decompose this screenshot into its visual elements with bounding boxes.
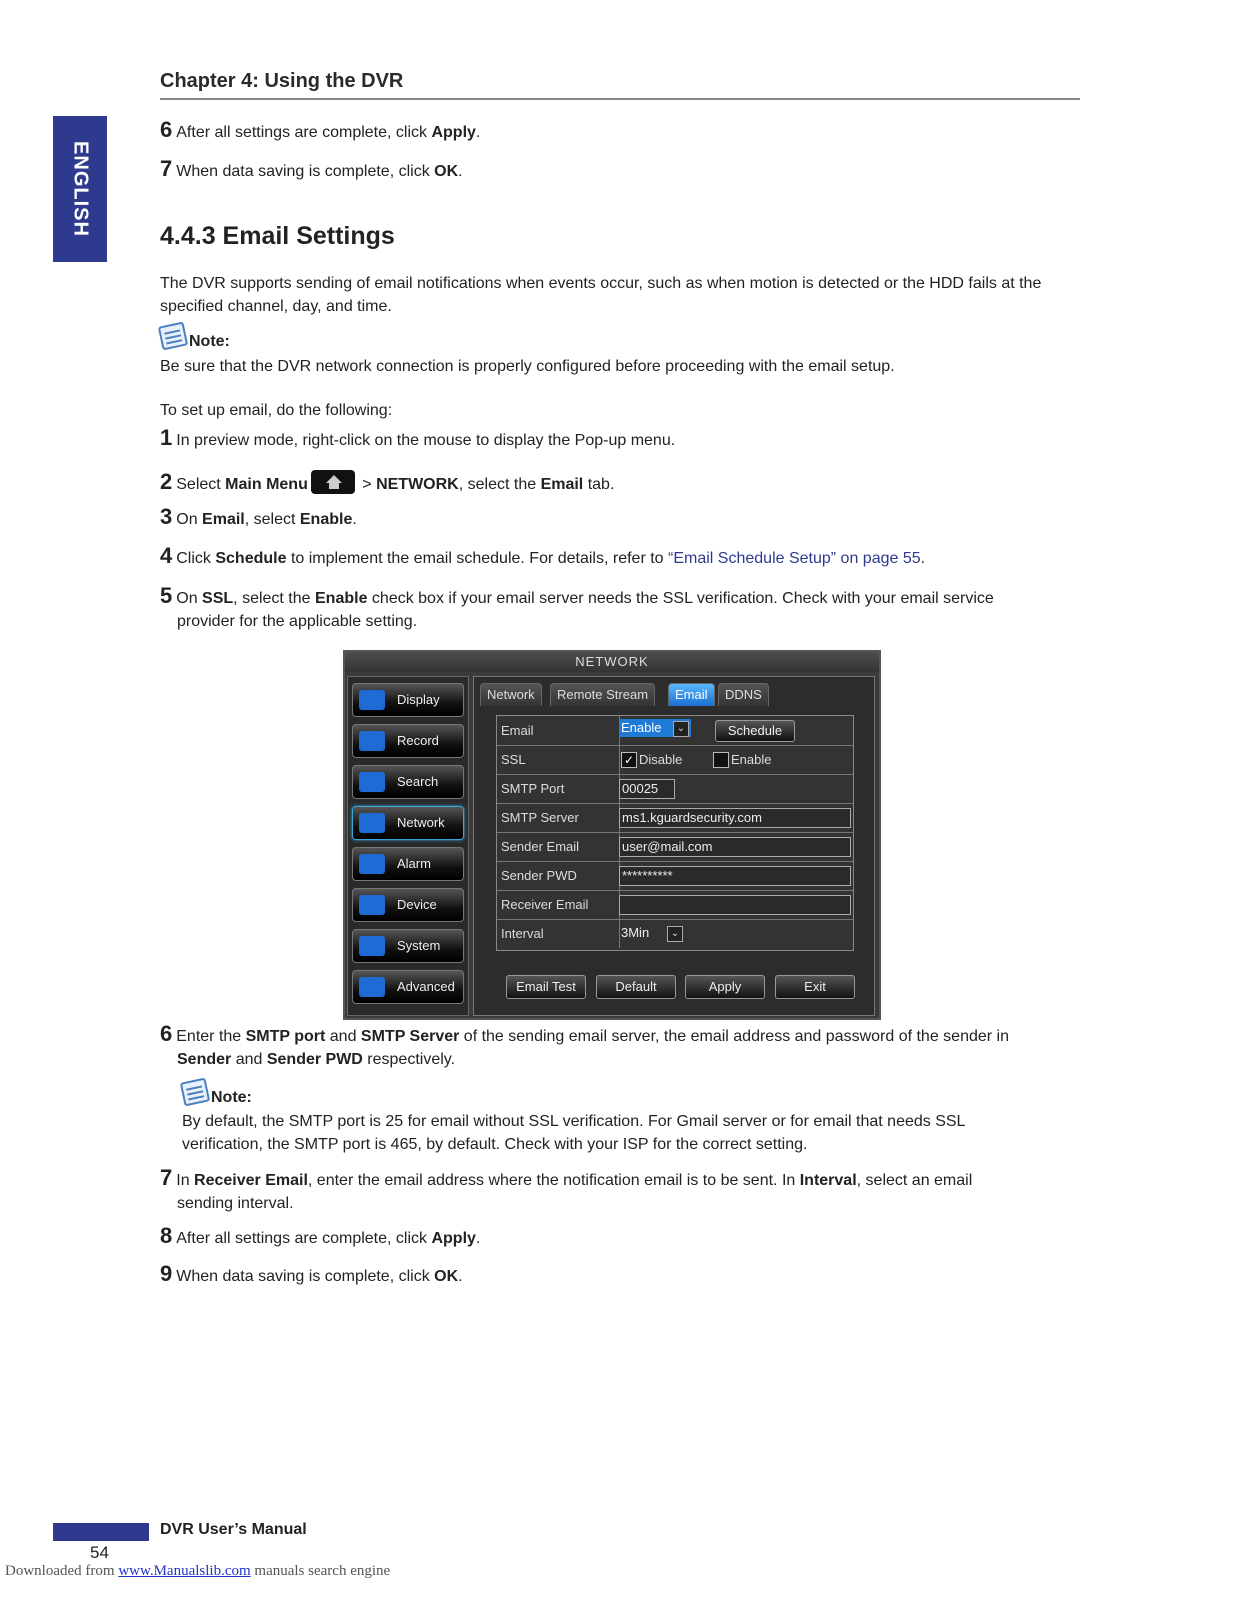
field-label: Sender Email xyxy=(497,832,620,861)
field-label: Email xyxy=(497,716,620,745)
note-label: Note: xyxy=(211,1089,252,1106)
email-test-button[interactable]: Email Test xyxy=(506,975,586,999)
step-bold: Interval xyxy=(799,1172,857,1189)
lead-text: To set up email, do the following: xyxy=(160,402,393,419)
tab-network[interactable]: Network xyxy=(480,683,542,706)
sidebar-item-device[interactable] xyxy=(352,888,464,922)
sidebar-item-search[interactable] xyxy=(352,765,464,799)
step-number: 5 xyxy=(160,583,173,608)
step-9 xyxy=(160,1262,1080,1288)
tab-ddns[interactable]: DDNS xyxy=(718,683,769,706)
select-value: 3Min xyxy=(621,925,650,940)
step-text: In preview mode, right-click on the mouse to display the Pop-up menu. xyxy=(176,432,676,449)
footer-bar xyxy=(53,1523,149,1541)
step-text: In xyxy=(176,1172,195,1189)
step-text: , enter the email address where the notification email is to be sent. In xyxy=(307,1172,800,1189)
step-text: provider for the applicable setting. xyxy=(177,613,418,630)
footer-title: DVR User’s Manual xyxy=(160,1521,307,1538)
step-text: > xyxy=(357,476,377,493)
section-title: 4.4.3 Email Settings xyxy=(160,222,395,250)
step-text: When data saving is complete, click xyxy=(176,1268,435,1285)
field-label: SMTP Server xyxy=(497,803,620,832)
email-settings-form xyxy=(496,715,854,951)
header-rule xyxy=(160,98,1080,100)
monitor-icon xyxy=(359,690,385,710)
step-text: . xyxy=(475,1230,481,1247)
sidebar-item-label: Advanced xyxy=(397,979,455,994)
note2-heading xyxy=(182,1080,1042,1109)
step-bold: Schedule xyxy=(215,550,287,567)
step-1 xyxy=(160,426,1080,452)
step-7 xyxy=(160,1166,1080,1215)
device-icon xyxy=(359,895,385,915)
step-text: , select the xyxy=(458,476,541,493)
field-label: SMTP Port xyxy=(497,774,620,803)
note-heading xyxy=(160,324,1080,353)
manualslib-link[interactable]: www.Manualslib.com xyxy=(118,1563,251,1579)
ssl-disable-checkbox[interactable]: ✓ xyxy=(621,752,637,768)
step-bold: Sender xyxy=(177,1051,232,1068)
dvr-network-screenshot xyxy=(343,650,881,1020)
step-bold: Apply xyxy=(431,124,476,141)
step-text: tab. xyxy=(583,476,615,493)
field-label: SSL xyxy=(497,745,620,774)
step-text: of the sending email server, the email address and password of the sender in xyxy=(459,1028,1009,1045)
step-bold: Apply xyxy=(431,1230,476,1247)
select-value: Enable xyxy=(621,720,662,735)
language-label: ENGLISH xyxy=(69,141,92,237)
credit-text: Downloaded from xyxy=(5,1563,119,1579)
step-text: to implement the email schedule. For details, refer to xyxy=(286,550,669,567)
row-sender-pwd xyxy=(497,861,853,891)
apply-button[interactable]: Apply xyxy=(685,975,765,999)
sidebar-item-display[interactable] xyxy=(352,683,464,717)
step-bold: NETWORK xyxy=(376,476,459,493)
step-text: Enter the xyxy=(176,1028,246,1045)
step-number: 7 xyxy=(160,1165,173,1190)
dvr-sidebar xyxy=(347,676,469,1016)
step-text: On xyxy=(176,590,203,607)
step-number: 6 xyxy=(160,117,173,142)
step-text: Click xyxy=(176,550,216,567)
download-credit xyxy=(5,1563,390,1580)
step-number: 6 xyxy=(160,1021,173,1046)
field-label: Sender PWD xyxy=(497,861,620,890)
note-icon xyxy=(158,322,188,351)
tab-email[interactable]: Email xyxy=(668,683,715,706)
sidebar-item-label: Record xyxy=(397,733,439,748)
receiver-email-input[interactable] xyxy=(619,895,851,915)
email-enable-select[interactable] xyxy=(619,719,691,737)
step-bold: OK xyxy=(434,163,459,180)
step-number: 4 xyxy=(160,543,173,568)
step-text: . xyxy=(458,1268,463,1285)
step-text: respectively. xyxy=(362,1051,456,1068)
chevron-down-icon[interactable]: ⌄ xyxy=(667,926,683,942)
step-bold: Email xyxy=(540,476,584,493)
magnifier-icon xyxy=(359,772,385,792)
step-bold: Email xyxy=(202,511,245,528)
alarm-icon xyxy=(359,854,385,874)
row-receiver-email xyxy=(497,890,853,920)
row-smtp-server xyxy=(497,803,853,833)
step-3 xyxy=(160,505,1080,531)
step-number: 8 xyxy=(160,1223,173,1248)
note-label: Note: xyxy=(189,333,230,350)
step-bold: Enable xyxy=(315,590,368,607)
cross-reference-link[interactable]: “Email Schedule Setup” on page 55 xyxy=(668,550,921,567)
chapter-title: Chapter 4: Using the DVR xyxy=(160,70,404,92)
step-bold: OK xyxy=(434,1268,459,1285)
step-4 xyxy=(160,544,1080,570)
step-text: . xyxy=(475,124,481,141)
note-icon xyxy=(180,1078,210,1107)
sidebar-item-advanced[interactable] xyxy=(352,970,464,1004)
dvr-window-title: NETWORK xyxy=(345,652,879,672)
step-6-top xyxy=(160,118,1080,144)
row-email xyxy=(497,716,853,746)
step-6 xyxy=(160,1022,1080,1071)
step-continuation xyxy=(160,1048,1080,1071)
sidebar-item-label: Display xyxy=(397,692,440,707)
step-bold: SSL xyxy=(202,590,234,607)
default-button[interactable]: Default xyxy=(596,975,676,999)
step-7-top xyxy=(160,157,1080,183)
sidebar-item-network[interactable] xyxy=(352,806,464,840)
field-label: Receiver Email xyxy=(497,890,620,919)
ssl-enable-checkbox[interactable] xyxy=(713,752,729,768)
step-text: , select xyxy=(244,511,300,528)
sidebar-item-alarm[interactable] xyxy=(352,847,464,881)
checkbox-label: Enable xyxy=(731,752,772,767)
step-text: After all settings are complete, click xyxy=(176,1230,432,1247)
row-smtp-port xyxy=(497,774,853,804)
note-text: Be sure that the DVR network connection is properly configured before proceeding with the email setup. xyxy=(160,358,895,375)
step-text: and xyxy=(231,1051,267,1068)
home-icon xyxy=(311,470,355,494)
step-text: , select the xyxy=(233,590,315,607)
sidebar-item-record[interactable] xyxy=(352,724,464,758)
credit-text: manuals search engine xyxy=(250,1563,391,1579)
schedule-button[interactable]: Schedule xyxy=(715,720,795,742)
sender-email-input[interactable]: user@mail.com xyxy=(619,837,851,857)
step-text: check box if your email server needs the SSL verification. Check with your email service xyxy=(367,590,994,607)
step-text: , select an email xyxy=(856,1172,973,1189)
step-number: 1 xyxy=(160,425,173,450)
chevron-down-icon: ⌄ xyxy=(673,721,689,737)
exit-button[interactable]: Exit xyxy=(775,975,855,999)
step-bold: Enable xyxy=(299,511,353,528)
field-label: Interval xyxy=(497,919,620,948)
step-text: After all settings are complete, click xyxy=(176,124,432,141)
step-8 xyxy=(160,1224,1080,1250)
language-tab xyxy=(53,116,107,262)
step-number: 3 xyxy=(160,504,173,529)
step-2 xyxy=(160,470,1080,496)
row-sender-email xyxy=(497,832,853,862)
step-5 xyxy=(160,584,1080,633)
step-text: When data saving is complete, click xyxy=(176,163,435,180)
row-interval xyxy=(497,919,853,948)
sidebar-item-system[interactable] xyxy=(352,929,464,963)
row-ssl xyxy=(497,745,853,775)
step-text: . xyxy=(920,550,926,567)
step-bold: Main Menu xyxy=(225,476,308,493)
film-icon xyxy=(359,731,385,751)
smtp-port-input[interactable]: 00025 xyxy=(619,779,675,799)
globe-icon xyxy=(359,813,385,833)
step-number: 2 xyxy=(160,469,173,494)
step-bold: Receiver Email xyxy=(194,1172,308,1189)
step-bold: SMTP Server xyxy=(360,1028,460,1045)
sidebar-item-label: Alarm xyxy=(397,856,431,871)
step-text: Select xyxy=(176,476,226,493)
step-text: sending interval. xyxy=(177,1195,294,1212)
sidebar-item-label: Search xyxy=(397,774,439,789)
gear-icon xyxy=(359,936,385,956)
sidebar-item-label: Network xyxy=(397,815,445,830)
sender-pwd-input[interactable]: ********** xyxy=(619,866,851,886)
tab-remote-stream[interactable]: Remote Stream xyxy=(550,683,655,706)
step-bold: SMTP port xyxy=(245,1028,326,1045)
step-number: 7 xyxy=(160,156,173,181)
note2-text: By default, the SMTP port is 25 for email without SSL verification. For Gmail server or for email that needs SSL verification, the SMTP port is 465, by default. Check with your ISP for the correct setting. xyxy=(182,1113,965,1153)
page-number: 54 xyxy=(90,1543,109,1562)
sidebar-item-label: System xyxy=(397,938,441,953)
smtp-server-input[interactable]: ms1.kguardsecurity.com xyxy=(619,808,851,828)
wrench-icon xyxy=(359,977,385,997)
sidebar-item-label: Device xyxy=(397,897,437,912)
step-text: . xyxy=(352,511,357,528)
step-text: On xyxy=(176,511,203,528)
checkbox-label: Disable xyxy=(639,752,683,767)
section-intro: The DVR supports sending of email notifications when events occur, such as when motion is detected or the HDD fails at the specified channel, day, and time. xyxy=(160,275,1042,315)
step-number: 9 xyxy=(160,1261,173,1286)
step-bold: Sender PWD xyxy=(266,1051,363,1068)
step-text: . xyxy=(458,163,463,180)
dvr-main-panel xyxy=(473,676,875,1016)
step-text: and xyxy=(325,1028,361,1045)
